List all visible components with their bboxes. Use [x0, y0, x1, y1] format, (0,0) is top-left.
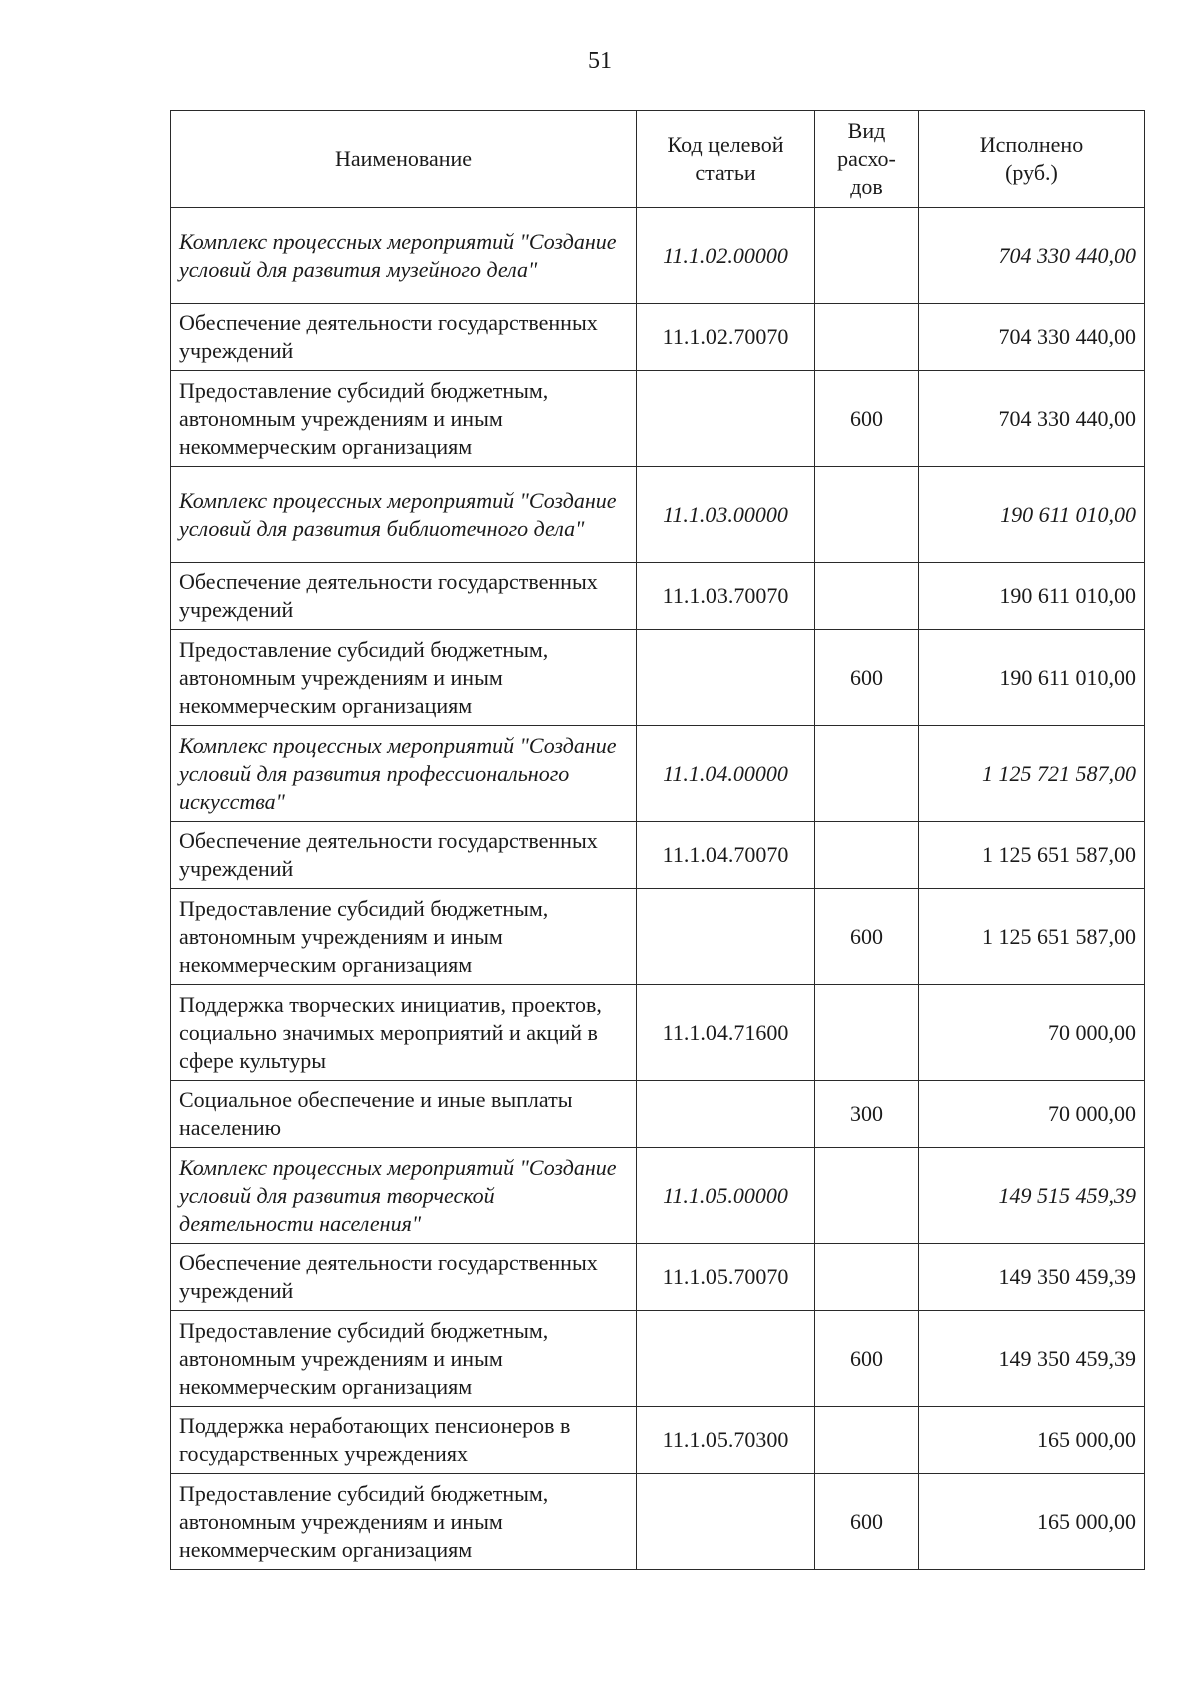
cell-kind: 300 [815, 1081, 919, 1148]
table-header-row [171, 111, 1145, 208]
table-row [171, 630, 1145, 726]
table-row [171, 1407, 1145, 1474]
cell-code [637, 889, 815, 985]
cell-code: 11.1.02.00000 [637, 208, 815, 304]
header-name [171, 111, 637, 208]
cell-name: Предоставление субсидий бюджетным, автономным учреждениям и иным некоммерческим организациям [171, 889, 637, 985]
cell-kind [815, 304, 919, 371]
table-row [171, 889, 1145, 985]
cell-name: Обеспечение деятельности государственных учреждений [171, 563, 637, 630]
cell-name: Обеспечение деятельности государственных учреждений [171, 304, 637, 371]
cell-code [637, 371, 815, 467]
table-row [171, 1244, 1145, 1311]
cell-sum: 1 125 651 587,00 [919, 822, 1145, 889]
cell-code: 11.1.02.70070 [637, 304, 815, 371]
page-number: 51 [588, 48, 612, 74]
header-kind [815, 111, 919, 208]
table-row [171, 822, 1145, 889]
cell-kind [815, 1148, 919, 1244]
cell-code: 11.1.04.70070 [637, 822, 815, 889]
cell-name: Предоставление субсидий бюджетным, автономным учреждениям и иным некоммерческим организациям [171, 1474, 637, 1570]
table-row [171, 208, 1145, 304]
cell-kind: 600 [815, 1311, 919, 1407]
cell-sum: 165 000,00 [919, 1474, 1145, 1570]
table-row [171, 1081, 1145, 1148]
cell-name: Предоставление субсидий бюджетным, автономным учреждениям и иным некоммерческим организациям [171, 1311, 637, 1407]
cell-kind: 600 [815, 371, 919, 467]
cell-sum: 1 125 721 587,00 [919, 726, 1145, 822]
cell-code [637, 1474, 815, 1570]
cell-code [637, 630, 815, 726]
cell-kind [815, 822, 919, 889]
table-row [171, 1311, 1145, 1407]
cell-code: 11.1.03.00000 [637, 467, 815, 563]
cell-code: 11.1.03.70070 [637, 563, 815, 630]
cell-code: 11.1.05.00000 [637, 1148, 815, 1244]
cell-code: 11.1.05.70300 [637, 1407, 815, 1474]
cell-sum: 70 000,00 [919, 1081, 1145, 1148]
cell-name: Предоставление субсидий бюджетным, автономным учреждениям и иным некоммерческим организациям [171, 630, 637, 726]
cell-sum: 704 330 440,00 [919, 208, 1145, 304]
header-code [637, 111, 815, 208]
cell-name: Поддержка неработающих пенсионеров в государственных учреждениях [171, 1407, 637, 1474]
cell-code [637, 1081, 815, 1148]
cell-name: Социальное обеспечение и иные выплаты населению [171, 1081, 637, 1148]
cell-kind [815, 563, 919, 630]
table-row [171, 371, 1145, 467]
cell-sum: 70 000,00 [919, 985, 1145, 1081]
cell-code: 11.1.05.70070 [637, 1244, 815, 1311]
budget-table [170, 110, 1145, 1570]
cell-kind [815, 726, 919, 822]
cell-sum: 149 515 459,39 [919, 1148, 1145, 1244]
table-row [171, 1148, 1145, 1244]
cell-sum: 165 000,00 [919, 1407, 1145, 1474]
header-code-label: Код целевой статьи [667, 132, 784, 185]
cell-name: Комплекс процессных мероприятий "Создание условий для развития творческой деятельности населения" [171, 1148, 637, 1244]
table-row [171, 1474, 1145, 1570]
table-row [171, 467, 1145, 563]
table-body [171, 208, 1145, 1570]
header-name-label: Наименование [334, 146, 473, 171]
table-row [171, 985, 1145, 1081]
cell-name: Обеспечение деятельности государственных учреждений [171, 822, 637, 889]
cell-kind [815, 467, 919, 563]
cell-kind [815, 1407, 919, 1474]
cell-kind: 600 [815, 1474, 919, 1570]
cell-code: 11.1.04.71600 [637, 985, 815, 1081]
cell-name: Комплекс процессных мероприятий "Создание условий для развития библиотечного дела" [171, 467, 637, 563]
cell-kind [815, 1244, 919, 1311]
cell-sum: 149 350 459,39 [919, 1244, 1145, 1311]
table-row [171, 563, 1145, 630]
cell-sum: 704 330 440,00 [919, 371, 1145, 467]
cell-name: Предоставление субсидий бюджетным, автономным учреждениям и иным некоммерческим организациям [171, 371, 637, 467]
cell-name: Поддержка творческих инициатив, проектов, социально значимых мероприятий и акций в сфере культуры [171, 985, 637, 1081]
table-row [171, 304, 1145, 371]
cell-sum: 190 611 010,00 [919, 563, 1145, 630]
cell-kind: 600 [815, 630, 919, 726]
cell-sum: 1 125 651 587,00 [919, 889, 1145, 985]
cell-kind: 600 [815, 889, 919, 985]
header-sum-label: Исполнено (руб.) [979, 132, 1084, 185]
cell-name: Комплекс процессных мероприятий "Создание условий для развития профессионального искусства" [171, 726, 637, 822]
cell-code: 11.1.04.00000 [637, 726, 815, 822]
cell-sum: 704 330 440,00 [919, 304, 1145, 371]
cell-sum: 149 350 459,39 [919, 1311, 1145, 1407]
header-kind-label: Вид расхо-дов [837, 118, 896, 199]
cell-code [637, 1311, 815, 1407]
header-sum [919, 111, 1145, 208]
cell-kind [815, 208, 919, 304]
cell-sum: 190 611 010,00 [919, 467, 1145, 563]
table-row [171, 726, 1145, 822]
cell-kind [815, 985, 919, 1081]
cell-name: Комплекс процессных мероприятий "Создание условий для развития музейного дела" [171, 208, 637, 304]
cell-name: Обеспечение деятельности государственных учреждений [171, 1244, 637, 1311]
cell-sum: 190 611 010,00 [919, 630, 1145, 726]
